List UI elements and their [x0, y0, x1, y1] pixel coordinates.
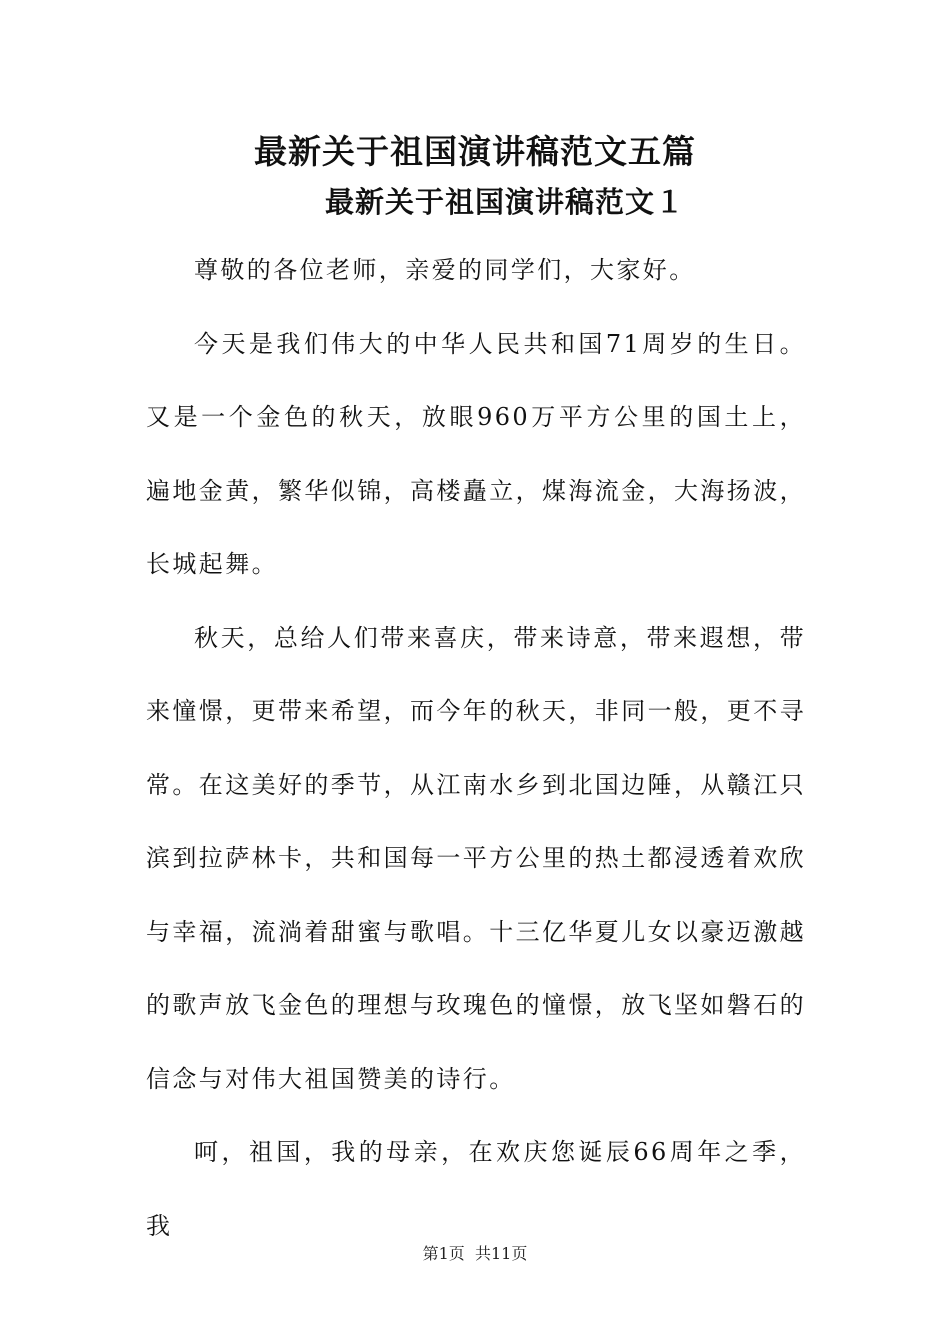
page-footer	[0, 1242, 950, 1266]
page-total: 共11页	[474, 1244, 528, 1263]
paragraph-motherland: 呵，祖国，我的母亲，在欢庆您诞辰66周年之季，我	[146, 1138, 806, 1240]
paragraph-autumn: 秋天，总给人们带来喜庆，带来诗意，带来遐想，带来憧憬，更带来希望，而今年的秋天，非同一般，更不寻常。在这美好的季节，从江南水乡到北国边陲，从赣江只滨到拉萨林卡，共和国每一平方公里的热土都浸透着欢欣与幸福，流淌着甜蜜与歌唱。十三亿华夏儿女以豪迈激越的歌声放飞金色的理想与玫瑰色的憧憬，放飞坚如磐石的信念与对伟大祖国赞美的诗行。	[146, 623, 806, 1093]
page-number: 第1页	[422, 1244, 465, 1263]
paragraph-greeting: 尊敬的各位老师，亲爱的同学们，大家好。	[194, 256, 696, 284]
paragraph-birthday: 今天是我们伟大的中华人民共和国71周岁的生日。又是一个金色的秋天，放眼960万平方公里的国土上，遍地金黄，繁华似锦，高楼矗立，煤海流金，大海扬波，长城起舞。	[146, 329, 806, 578]
footer-separator	[465, 1244, 475, 1263]
document-title: 最新关于祖国演讲稿范文五篇	[254, 132, 696, 171]
section-heading: 最新关于祖国演讲稿范文１	[324, 185, 685, 219]
document-body	[146, 234, 806, 1263]
